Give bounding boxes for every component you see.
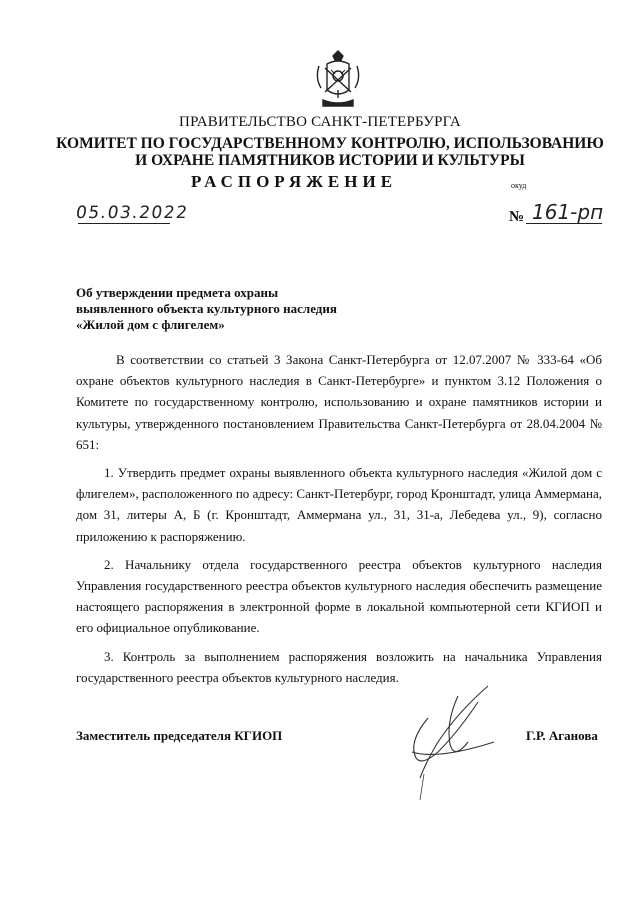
okud-label: окуд: [511, 181, 527, 190]
handwritten-signature-icon: [398, 682, 508, 802]
committee-name-line2: И ОХРАНЕ ПАМЯТНИКОВ ИСТОРИИ И КУЛЬТУРЫ: [135, 152, 525, 169]
subject-line1: Об утверждении предмета охраны: [76, 285, 279, 300]
committee-name-line1: КОМИТЕТ ПО ГОСУДАРСТВЕННОМУ КОНТРОЛЮ, ИСПОЛЬЗОВАНИЮ: [56, 135, 604, 152]
document-type-title: РАСПОРЯЖЕНИЕ: [190, 172, 398, 191]
item-3-paragraph: 3. Контроль за выполнением распоряжения возложить на начальника Управления государственного реестра объектов культурного наследия.: [76, 648, 602, 685]
document-body: [76, 349, 602, 695]
government-name: ПРАВИТЕЛЬСТВО САНКТ-ПЕТЕРБУРГА: [179, 114, 461, 130]
signatory-title: Заместитель председателя КГИОП: [76, 728, 283, 743]
subject-line2: выявленного объекта культурного наследия: [76, 301, 337, 316]
item-1-paragraph: 1. Утвердить предмет охраны выявленного объекта культурного наследия «Жилой дом с флигелем», расположенного по адресу: Санкт-Петербург, город Кронштадт, улица Аммермана, дом 31, литеры А, Б (г. Кронштадт, Аммермана ул., 31, 31-а, Лебедева ул., 9), согласно приложению к распоряжению.: [76, 465, 602, 544]
subject-line3: «Жилой дом с флигелем»: [76, 317, 225, 332]
signatory-name: Г.Р. Аганова: [526, 728, 598, 743]
document-date: 05.03.2022: [74, 203, 190, 223]
number-underline: [526, 223, 602, 224]
preamble-paragraph: В соответствии со статьей 3 Закона Санкт-Петербурга от 12.07.2007 № 333-64 «Об охране объектов культурного наследия в Санкт-Петербурге» и пунктом 3.12 Положения о Комитете по государственному контролю, использованию и охране памятников истории и культуры, утвержденного постановлением Правительства Санкт-Петербурга от 28.04.2004 № 651:: [76, 352, 602, 452]
coat-of-arms-icon: [313, 50, 363, 112]
number-label: №: [509, 209, 525, 225]
document-number: 161-рп: [532, 200, 604, 224]
document-subject: [76, 285, 337, 333]
date-underline: [78, 223, 170, 224]
item-2-paragraph: 2. Начальнику отдела государственного реестра объектов культурного наследия Управления государственного реестра объектов культурного наследия обеспечить размещение настоящего распоряжения в электронной форме в локальной компьютерной сети КГИОП и его официальное опубликование.: [76, 556, 602, 636]
